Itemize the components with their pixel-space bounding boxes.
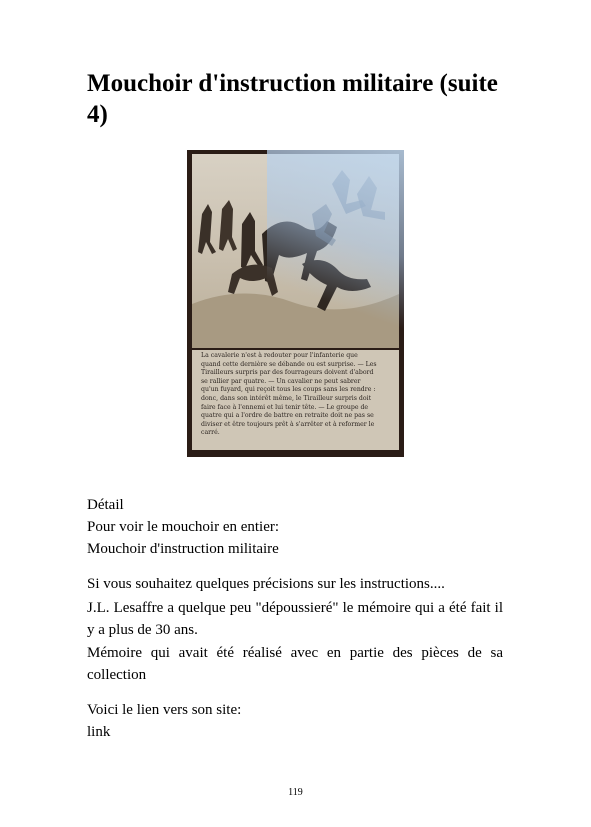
- precisions-text: Si vous souhaitez quelques précisions sur les instructions....: [87, 576, 445, 592]
- engraving-caption: [201, 352, 393, 438]
- caption-line: donc, dans son intérêt même, le Tirailleur surpris doit: [201, 394, 372, 402]
- engraving-photo: [187, 150, 404, 457]
- detail-label: Détail: [87, 497, 124, 513]
- caption-line: quand cette dernière se débande ou est surprise. — Les: [201, 360, 377, 368]
- caption-line: La cavalerie n'est à redouter pour l'infanterie que: [201, 352, 358, 359]
- caption-line: Tirailleurs surpris par des fourrageurs doivent d'abord: [201, 369, 374, 377]
- caption-line: carré.: [201, 429, 220, 437]
- caption-line: diviser et être toujours prêt à s'arrêter et à reformer le: [201, 420, 375, 428]
- voici-text: Voici le lien vers son site:: [87, 702, 242, 718]
- page-number: 119: [288, 787, 303, 798]
- full-handkerchief-link[interactable]: Mouchoir d'instruction militaire: [87, 541, 279, 557]
- caption-line: se rallier par quatre. — Un cavalier ne peut sabrer: [201, 377, 361, 385]
- memoire-text: Mémoire qui avait été réalisé avec en partie des pièces de sa collection: [87, 645, 503, 683]
- see-full-text: Pour voir le mouchoir en entier:: [87, 519, 280, 535]
- caption-line: qu'un fuyard, qui reçoit tous les coups sans les rendre :: [201, 386, 376, 394]
- caption-line: faire face à l'ennemi et lui tenir tête. — Le groupe de: [201, 403, 369, 411]
- caption-line: quatre qui a l'ordre de battre en retraite doit ne pas se: [201, 412, 374, 420]
- lesaffre-text: J.L. Lesaffre a quelque peu "dépoussieré" le mémoire qui a été fait il y a plus de 30 ans.: [87, 600, 503, 638]
- photo-glare: [267, 150, 404, 340]
- site-link[interactable]: link: [87, 724, 111, 740]
- page-title: Mouchoir d'instruction militaire (suite 4): [87, 70, 498, 128]
